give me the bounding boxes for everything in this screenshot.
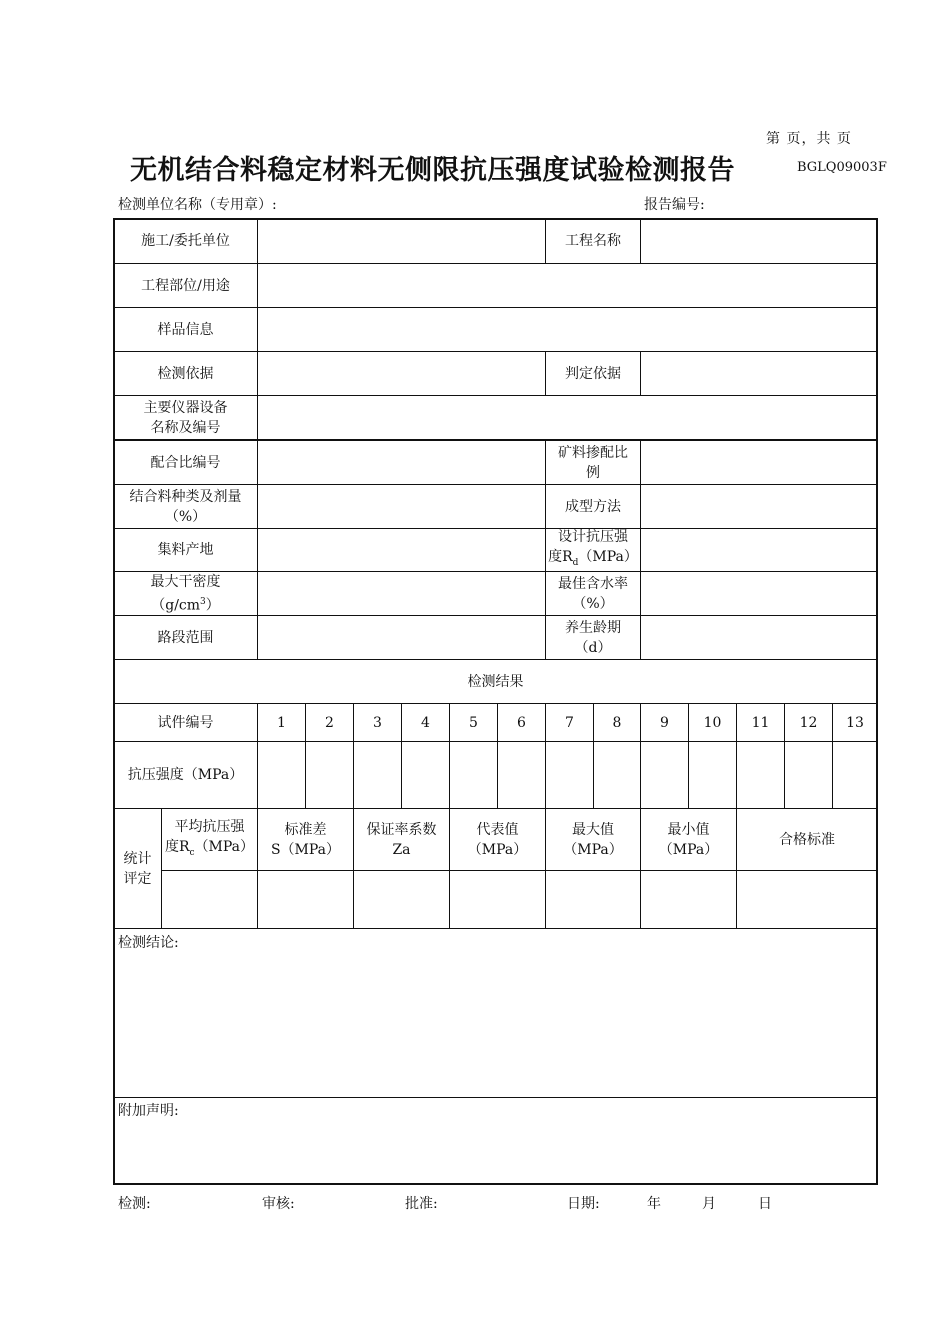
strength-value-cell[interactable] xyxy=(737,742,784,808)
representative-value-header xyxy=(450,809,545,870)
binder-line2: （%） xyxy=(164,508,207,525)
design-strength-value[interactable] xyxy=(641,529,877,571)
equipment-label xyxy=(114,396,257,439)
date-month: 月 xyxy=(702,1196,716,1212)
client-label: 施工/委托单位 xyxy=(141,233,230,249)
test-basis-label: 检测依据 xyxy=(157,365,214,382)
location-label: 工程部位/用途 xyxy=(141,277,230,294)
report-title: 无机结合料稳定材料无侧限抗压强度试验检测报告 xyxy=(130,155,735,186)
max-value-line1: 最大值 xyxy=(572,821,614,838)
page-indicator: 第 页，共 页 xyxy=(766,131,852,147)
representative-value-line2: （MPa） xyxy=(467,841,528,858)
results-title: 检测结果 xyxy=(467,673,524,690)
strength-value-cell[interactable] xyxy=(689,742,736,808)
strength-value-cell[interactable] xyxy=(450,742,497,808)
opt-moisture-line1: 最佳含水率 xyxy=(558,575,628,592)
strength-value-cell[interactable] xyxy=(546,742,593,808)
specimen-number: 1 xyxy=(277,714,286,731)
curing-age-value[interactable] xyxy=(641,616,877,659)
max-density-line2: $(g/cm^3)$ xyxy=(151,596,220,614)
location-value[interactable] xyxy=(258,264,877,307)
criteria-value[interactable] xyxy=(737,871,877,928)
max-value-header xyxy=(546,809,640,870)
strength-value-cell[interactable] xyxy=(641,742,688,808)
mix-no-value[interactable] xyxy=(258,441,545,484)
curing-age-label xyxy=(546,616,640,659)
testing-unit-label: 检测单位名称（专用章）: xyxy=(118,197,277,213)
statistics-line2: 评定 xyxy=(123,870,152,887)
avg-strength-line1: 平均抗压强 xyxy=(174,818,245,835)
client-value[interactable] xyxy=(258,219,545,263)
specimen-number-label: 试件编号 xyxy=(157,714,214,731)
std-dev-header xyxy=(258,809,353,870)
design-strength-label xyxy=(546,529,640,571)
strength-value-cell[interactable] xyxy=(498,742,545,808)
avg-strength-value[interactable] xyxy=(162,871,257,928)
strength-value-cell[interactable] xyxy=(402,742,449,808)
strength-value-cell[interactable] xyxy=(306,742,353,808)
specimen-number: 10 xyxy=(703,714,722,731)
statistics-label xyxy=(114,809,161,928)
assurance-coef-value[interactable] xyxy=(354,871,449,928)
max-density-value[interactable] xyxy=(258,572,545,615)
mix-no-label: 配合比编号 xyxy=(150,454,221,471)
max-value[interactable] xyxy=(546,871,640,928)
assurance-coef-header xyxy=(354,809,449,870)
specimen-number: 3 xyxy=(373,714,382,731)
statistics-line1: 统计 xyxy=(123,850,152,867)
strength-value-cell[interactable] xyxy=(785,742,832,808)
specimen-number: 9 xyxy=(660,714,669,731)
strength-value-cell[interactable] xyxy=(354,742,401,808)
min-value[interactable] xyxy=(641,871,736,928)
molding-method-value[interactable] xyxy=(641,485,877,528)
mineral-ratio-label xyxy=(546,441,640,484)
assurance-coef-line1: 保证率系数 xyxy=(366,821,437,838)
specimen-number: 11 xyxy=(751,714,770,731)
binder-value[interactable] xyxy=(258,485,545,528)
design-strength-line2: 度$R_d(MPa)$ xyxy=(548,549,638,568)
report-number-label: 报告编号: xyxy=(644,197,705,213)
specimen-number: 5 xyxy=(469,714,478,731)
opt-moisture-value[interactable] xyxy=(641,572,877,615)
molding-method-label: 成型方法 xyxy=(565,498,621,515)
curing-age-line1: 养生龄期 xyxy=(565,619,621,636)
strength-value-cell[interactable] xyxy=(833,742,877,808)
strength-value-cell[interactable] xyxy=(594,742,640,808)
statement-area[interactable] xyxy=(114,1120,877,1183)
date-day: 日 xyxy=(758,1196,772,1212)
date-year: 年 xyxy=(647,1196,661,1212)
curing-age-line2: （d） xyxy=(574,639,612,656)
opt-moisture-label xyxy=(546,572,640,615)
project-name-label: 工程名称 xyxy=(565,233,621,249)
opt-moisture-line2: （%） xyxy=(572,595,614,612)
equipment-value[interactable] xyxy=(258,396,877,439)
specimen-number: 12 xyxy=(799,714,818,731)
design-strength-line1: 设计抗压强 xyxy=(558,529,628,546)
std-dev-line2: S（MPa） xyxy=(270,841,341,858)
min-value-header xyxy=(641,809,736,870)
specimen-number: 2 xyxy=(325,714,334,731)
specimen-number: 4 xyxy=(421,714,430,731)
road-range-value[interactable] xyxy=(258,616,545,659)
conclusion-area[interactable] xyxy=(114,952,877,1096)
compressive-strength-label: 抗压强度（MPa） xyxy=(127,767,244,783)
tester-label: 检测: xyxy=(118,1196,151,1212)
representative-value[interactable] xyxy=(450,871,545,928)
max-density-line1: 最大干密度 xyxy=(150,573,221,590)
avg-strength-header xyxy=(162,809,257,870)
max-value-line2: （MPa） xyxy=(563,841,623,858)
reviewer-label: 审核: xyxy=(262,1196,295,1212)
test-basis-value[interactable] xyxy=(258,352,545,395)
strength-value-cell[interactable] xyxy=(258,742,305,808)
equipment-label-line2: 名称及编号 xyxy=(150,419,221,436)
std-dev-line1: 标准差 xyxy=(284,821,327,838)
conclusion-label: 检测结论: xyxy=(118,935,179,951)
sample-info-value[interactable] xyxy=(258,308,877,351)
specimen-number: 6 xyxy=(517,714,526,731)
aggregate-origin-value[interactable] xyxy=(258,529,545,571)
approver-label: 批准: xyxy=(405,1196,438,1212)
sample-info-label: 样品信息 xyxy=(157,321,214,338)
min-value-line1: 最小值 xyxy=(667,821,710,838)
statement-label: 附加声明: xyxy=(118,1103,179,1119)
equipment-label-line1: 主要仪器设备 xyxy=(143,399,228,416)
judge-basis-value[interactable] xyxy=(641,352,877,395)
mineral-ratio-line2: 例 xyxy=(586,464,600,481)
form-code: BGLQ09003F xyxy=(797,160,887,175)
criteria-header: 合格标准 xyxy=(779,831,835,848)
mineral-ratio-line1: 矿料掺配比 xyxy=(558,444,628,461)
binder-label xyxy=(114,485,257,528)
specimen-number: 8 xyxy=(612,714,622,731)
mineral-ratio-value[interactable] xyxy=(641,441,877,484)
binder-line1: 结合料种类及剂量 xyxy=(129,488,242,505)
project-name-value[interactable] xyxy=(641,219,877,263)
road-range-label: 路段范围 xyxy=(157,629,214,646)
specimen-number: 13 xyxy=(846,714,864,731)
specimen-number: 7 xyxy=(565,714,574,731)
assurance-coef-line2: Za xyxy=(392,841,411,858)
judge-basis-label: 判定依据 xyxy=(565,365,621,382)
avg-strength-line2: 度$R_c(MPa)$ xyxy=(164,838,255,858)
std-dev-value[interactable] xyxy=(258,871,353,928)
date-label: 日期: xyxy=(567,1196,600,1212)
aggregate-origin-label: 集料产地 xyxy=(157,542,214,558)
representative-value-line1: 代表值 xyxy=(476,821,519,838)
min-value-line2: （MPa） xyxy=(658,841,719,858)
max-density-label xyxy=(114,572,257,615)
